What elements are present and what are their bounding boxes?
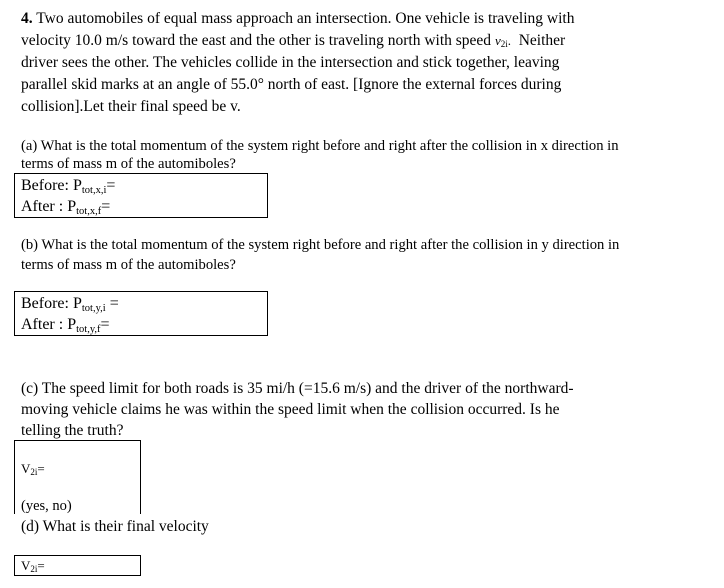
part-b-question-line-1: (b) What is the total momentum of the system right before and right after the collision in y direction in [21,237,620,253]
problem-number: 4. [21,10,33,27]
part-c-question-line-3: telling the truth? [21,422,124,439]
part-d-answer-box[interactable] [14,555,141,576]
problem-line-2: velocity 10.0 m/s toward the east and the other is traveling north with speed v2i. Neither [21,32,566,49]
speed-symbol: v2i. [494,33,511,49]
part-c-question-line-2: moving vehicle claims he was within the speed limit when the collision occurred. Is he [21,401,560,418]
part-b-answer-box[interactable] [14,291,268,336]
part-c-question-line-1: (c) The speed limit for both roads is 35 mi/h (=15.6 m/s) and the driver of the northward- [21,380,574,397]
part-c-answer-box[interactable] [14,440,141,514]
part-a-answer-box[interactable] [14,173,268,218]
problem-line-1: 4. Two automobiles of equal mass approach an intersection. One vehicle is traveling with [21,10,575,27]
part-d-question: (d) What is their final velocity [21,518,209,535]
part-c-choice: (yes, no) [21,498,72,514]
part-b-question-line-2: terms of mass m of the automiboles? [21,257,236,273]
part-a-question-line-1: (a) What is the total momentum of the system right before and right after the collision in x direction in [21,138,619,154]
part-b-before-field[interactable]: Before: Ptot,y,i = [21,295,119,314]
part-a-question-line-2: terms of mass m of the automiboles? [21,156,236,172]
part-a-before-field[interactable]: Before: Ptot,x,i= [21,177,116,196]
part-c-v2i-field[interactable]: V2i= [21,461,45,477]
part-d-v2i-field[interactable]: V2i= [21,558,45,574]
problem-line-5: collision].Let their final speed be v. [21,98,241,115]
problem-line-4: parallel skid marks at an angle of 55.0° north of east. [Ignore the external forces during [21,76,562,93]
part-a-after-field[interactable]: After : Ptot,x,f= [21,198,111,217]
problem-line-3: driver sees the other. The vehicles collide in the intersection and stick together, leaving [21,54,560,71]
part-b-after-field[interactable]: After : Ptot,y,f= [21,316,110,335]
